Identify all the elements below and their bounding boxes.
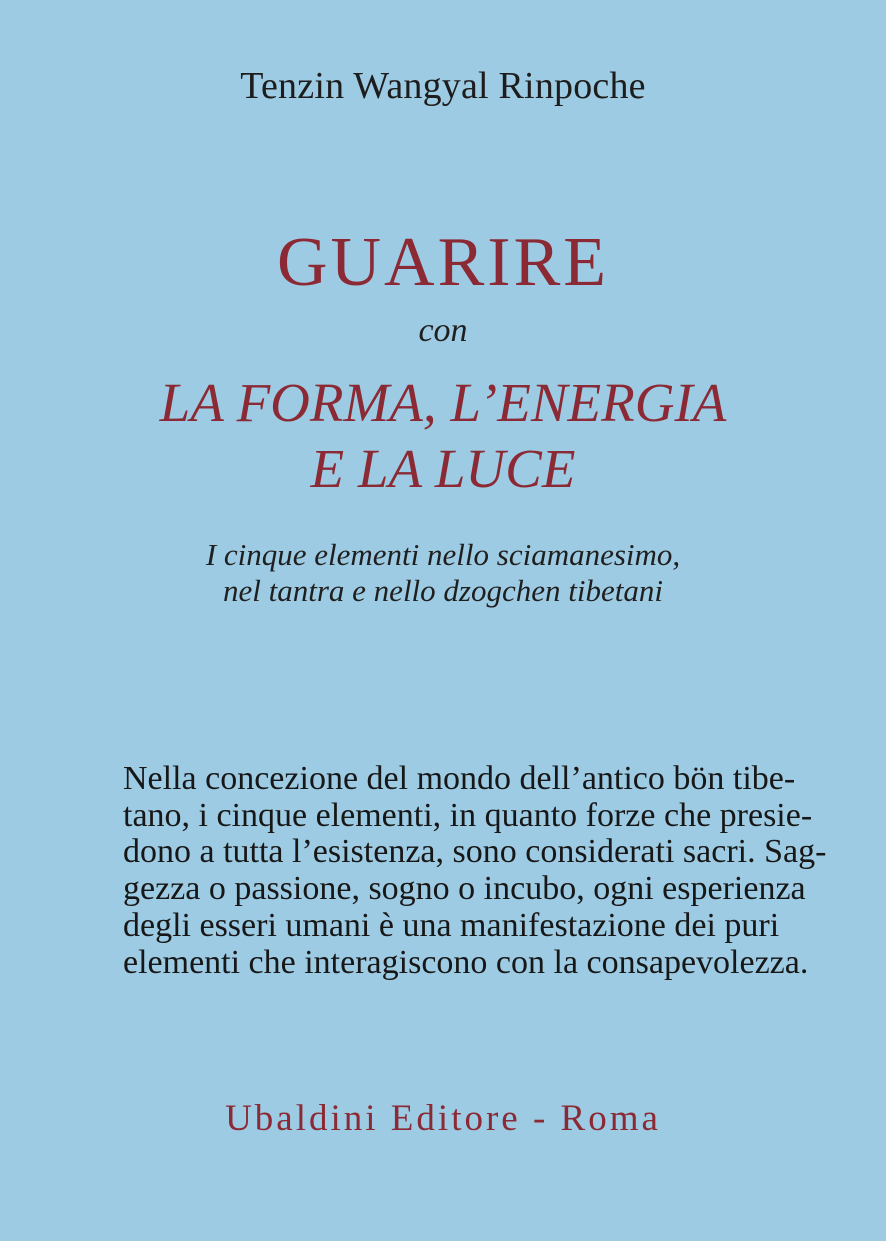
blurb-line-6: elementi che interagiscono con la consapevolezza.: [123, 943, 809, 981]
title-connector: con: [418, 312, 468, 349]
subtitle-line-2: nel tantra e nello dzogchen tibetani: [223, 573, 663, 609]
title-sub-line-1: LA FORMA, L’ENERGIA: [159, 372, 727, 433]
title-subtitle: [0, 370, 886, 502]
author-name: Tenzin Wangyal Rinpoche: [240, 65, 646, 107]
blurb-line-1: Nella concezione del mondo dell’antico bön tibe-: [123, 760, 796, 797]
blurb-line-5: degli esseri umani è una manifestazione dei puri: [123, 906, 780, 944]
blurb-line-4: gezza o passione, sogno o incubo, ogni esperienza: [123, 870, 806, 908]
subtitle-line-1: I cinque elementi nello sciamanesimo,: [205, 537, 681, 572]
back-cover-blurb: [123, 760, 827, 981]
title-sub-line-2: E LA LUCE: [310, 438, 576, 499]
subtitle: [0, 537, 886, 610]
blurb-line-2: tano, i cinque elementi, in quanto forze che presie-: [123, 796, 813, 834]
blurb-line-3: dono a tutta l’esistenza, sono considerati sacri. Sag-: [123, 833, 827, 871]
title-main: GUARIRE: [276, 224, 610, 301]
publisher-name: Ubaldini Editore - Roma: [225, 1098, 661, 1139]
